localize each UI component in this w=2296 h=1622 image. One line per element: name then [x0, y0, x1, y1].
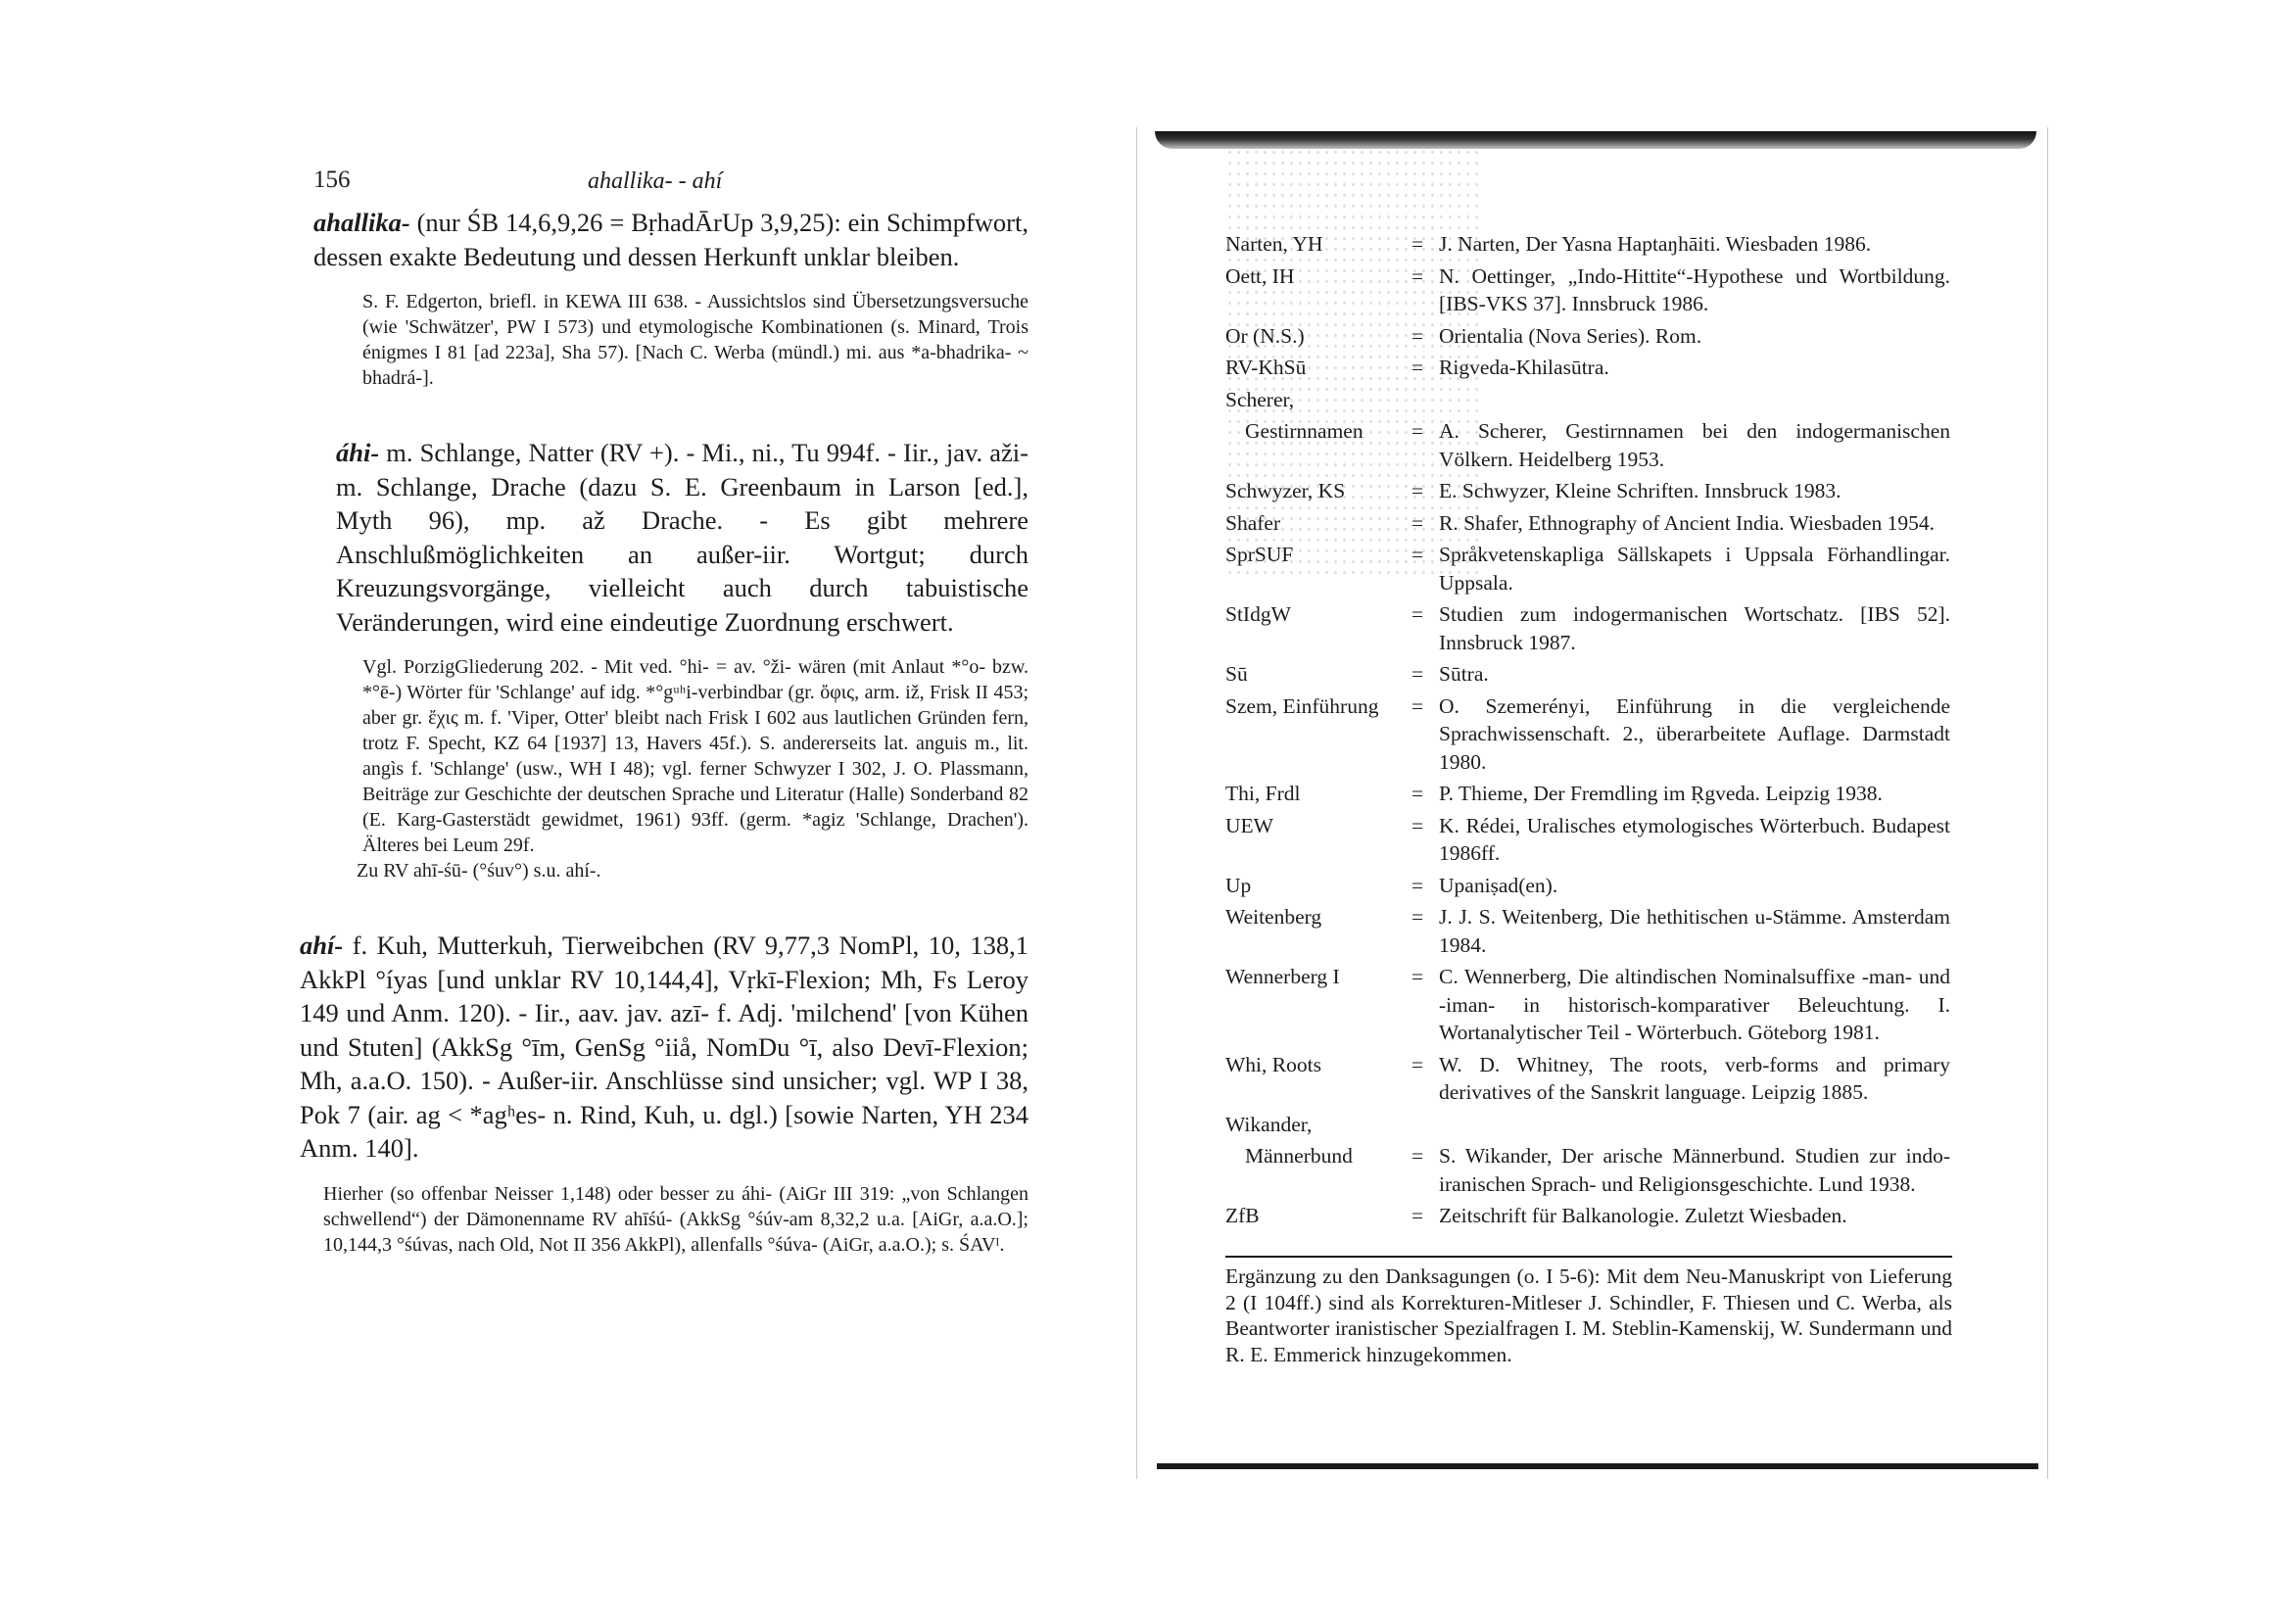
right-page [1136, 127, 2048, 1479]
abbreviation-expansion: W. D. Whitney, The roots, verb-forms and primary derivatives of the Sanskrit language. Leipzig 1885. [1439, 1052, 1950, 1104]
equals-sign: = [1411, 232, 1424, 256]
scan-shadow-bottom [1157, 1463, 2038, 1469]
abbreviation-expansion: S. Wikander, Der arische Männerbund. Studien zur indo-iranischen Sprach- und Religionsgeschichte. Lund 1938. [1439, 1144, 1950, 1196]
entry-note: S. F. Edgerton, briefl. in KEWA III 638. - Aussichtslos sind Übersetzungsversuche (wie 'Schwätzer', PW I 573) und etymologische Kombinationen (s. Minard, Trois énigmes I 81 [ad 223a], Sha 57). [Nach C. Werba (mündl.) mi. aus *a-bhadrika- ~ bhadrá-]. [362, 291, 1028, 389]
page-number: 156 [313, 167, 351, 193]
abbreviation-row [1225, 963, 1950, 1047]
running-head [313, 167, 1028, 206]
abbreviation-expansion: Sūtra. [1439, 662, 1489, 686]
entry-note-tail: Zu RV ahī-śū- (°śuv°) s.u. ahí-. [357, 860, 601, 882]
abbreviation-row [1225, 600, 1950, 656]
running-head-title: ahallika- - ahí [588, 168, 723, 194]
abbreviation-row [1225, 322, 1950, 351]
abbreviation-row [1225, 872, 1950, 900]
abbreviation-row [1225, 1111, 1950, 1139]
dictionary-entry-ahallika [313, 206, 1028, 273]
abbreviation-row [1225, 780, 1950, 808]
equals-sign [1411, 1111, 1439, 1139]
abbreviation: Wennerberg I [1225, 965, 1340, 988]
dictionary-entry-ahi-f [300, 929, 1028, 1166]
equals-sign: = [1411, 510, 1424, 535]
abbreviation: Narten, YH [1225, 232, 1323, 256]
abbreviation: ZfB [1225, 1204, 1260, 1227]
headword: ahí- [300, 930, 344, 960]
abbreviation-expansion: E. Schwyzer, Kleine Schriften. Innsbruck 1983. [1439, 479, 1842, 502]
equals-sign: = [1411, 1204, 1424, 1227]
abbreviation-row [1225, 386, 1950, 414]
entry-text: (nur ŚB 14,6,9,26 = BṛhadĀrUp 3,9,25): ein Schimpfwort, dessen exakte Bedeutung und dessen Herkunft unklar bleiben. [313, 208, 1028, 271]
equals-sign: = [1411, 965, 1424, 988]
abbreviation-row [1225, 812, 1950, 868]
abbreviation-row [1225, 541, 1950, 596]
equals-sign: = [1411, 543, 1424, 566]
abbreviation-row [1225, 903, 1950, 959]
abbreviation-expansion: J. Narten, Der Yasna Haptaŋhāiti. Wiesbaden 1986. [1439, 232, 1872, 256]
abbreviation: SprSUF [1225, 543, 1294, 566]
abbreviation-expansion: J. J. S. Weitenberg, Die hethitischen u-Stämme. Amsterdam 1984. [1439, 905, 1950, 957]
entry-note: Hierher (so offenbar Neisser 1,148) oder besser zu áhi- (AiGr III 319: „von Schlangen schwellend“) der Dämonenname RV ahīśú- (AkkSg °śúv-am 8,32,2 u.a. [AiGr, a.a.O.]; 10,144,3 °śúvas, nach Old, Not II 356 AkkPl), allenfalls °śúva- (AiGr, a.a.O.); s. ŚAVᴵ. [323, 1182, 1028, 1256]
dictionary-entry-ahi-m [336, 436, 1028, 639]
equals-sign: = [1411, 813, 1424, 837]
abbreviation: Sū [1225, 662, 1248, 686]
equals-sign [1411, 386, 1439, 414]
abbreviation-expansion: Språkvetenskapliga Sällskapets i Uppsala Förhandlingar. Uppsala. [1439, 543, 1950, 595]
abbreviation-list [1225, 230, 1950, 1230]
equals-sign: = [1411, 662, 1424, 686]
equals-sign: = [1411, 905, 1424, 929]
equals-sign: = [1411, 782, 1424, 805]
abbreviation-expansion [1439, 386, 1950, 414]
equals-sign: = [1411, 419, 1424, 443]
equals-sign: = [1411, 602, 1424, 626]
equals-sign: = [1411, 356, 1424, 379]
abbreviation-expansion: A. Scherer, Gestirnnamen bei den indogermanischen Völkern. Heidelberg 1953. [1439, 419, 1950, 471]
abbreviation-expansion: Upaniṣad(en). [1439, 873, 1558, 897]
abbreviation-expansion: N. Oettinger, „Indo-Hittite“-Hypothese und Wortbildung. [IBS-VKS 37]. Innsbruck 1986. [1439, 263, 1950, 315]
abbreviation-row [1225, 1202, 1950, 1230]
entry-note: Vgl. PorzigGliederung 202. - Mit ved. °hi- = av. °ži- wären (mit Anlaut *°o- bzw. *°ē-) Wörter für 'Schlange' auf idg. *°gᵘʰi-verbindbar (gr. ὄφις, arm. iž, Frisk II 453; aber gr. ἔχις m. f. 'Viper, Otter' bleibt nach Frisk I 602 aus lautlichen Gründen fern, trotz F. Specht, KZ 64 [1937] 13, Havers 45f.). S. andererseits lat. anguis m., lit. angìs f. 'Schlange' (usw., WH I 48); vgl. ferner Schwyzer I 302, J. O. Plassmann, Beiträge zur Geschichte der deutschen Sprache und Literatur (Halle) Sonderband 82 (E. Karg-Gasterstädt gewidmet, 1961) 93ff. (germ. *agiz 'Schlange, Drachen'). Älteres bei Leum 29f. [362, 656, 1028, 856]
abbreviation-row [1225, 692, 1950, 777]
abbreviation: Up [1225, 873, 1252, 897]
abbreviation: RV-KhSū [1225, 356, 1307, 379]
abbreviation-row [1225, 417, 1950, 473]
abbreviation: Gestirnnamen [1245, 419, 1363, 443]
abbreviation: Schwyzer, KS [1225, 479, 1346, 502]
abbreviation-expansion: K. Rédei, Uralisches etymologisches Wörterbuch. Budapest 1986ff. [1439, 813, 1950, 865]
headword: ahallika- [313, 208, 410, 237]
abbreviation: Scherer, [1225, 387, 1295, 411]
equals-sign: = [1411, 873, 1424, 897]
abbreviation-expansion: O. Szemerényi, Einführung in die vergleichende Sprachwissenschaft. 2., überarbeitete Auflage. Darmstadt 1980. [1439, 693, 1950, 774]
entry-text: m. Schlange, Natter (RV +). - Mi., ni., Tu 994f. - Iir., jav. aži- m. Schlange, Drache (dazu S. E. Greenbaum in Larson [ed.], Myth 96), mp. až Drache. - Es gibt mehrere Anschlußmöglichkeiten an außer-iir. Wortgut; durch Kreuzungsvorgänge, vielleicht auch durch tabuistische Veränderungen, wird eine eindeutige Zuordnung erschwert. [336, 438, 1028, 637]
abbreviation-expansion: Zeitschrift für Balkanologie. Zuletzt Wiesbaden. [1439, 1204, 1847, 1227]
equals-sign: = [1411, 323, 1424, 348]
abbreviation: UEW [1225, 813, 1273, 837]
abbreviation-expansion: C. Wennerberg, Die altindischen Nominalsuffixe -man- und -iman- in historisch-komparativer Beleuchtung. I. Wortanalytischer Teil - Wörterbuch. Göteborg 1981. [1439, 965, 1950, 1044]
abbreviation: Szem, Einführung [1225, 693, 1379, 718]
abbreviation-row [1225, 1051, 1950, 1107]
equals-sign: = [1411, 1144, 1424, 1168]
abbreviation-expansion: R. Shafer, Ethnography of Ancient India. Wiesbaden 1954. [1439, 510, 1935, 535]
abbreviation: StIdgW [1225, 602, 1291, 626]
entry-text: f. Kuh, Mutterkuh, Tierweibchen (RV 9,77,3 NomPl, 10, 138,1 AkkPl °íyas [und unklar RV 10,144,4], Vṛkī-Flexion; Mh, Fs Leroy 149 und Anm. 120). - Iir., aav. jav. azī- f. Adj. 'milchend' [von Kühen und Stuten] (AkkSg °īm, GenSg °iiå, NomDu °ī, also Devī-Flexion; Mh, a.a.O. 150). - Außer-iir. Anschlüsse sind unsicher; vgl. WP I 38, Pok 7 (air. ag < *agʰes- n. Rind, Kuh, u. dgl.) [sowie Narten, YH 234 Anm. 140]. [300, 930, 1028, 1163]
abbreviation: Whi, Roots [1225, 1052, 1321, 1076]
abbreviation: Oett, IH [1225, 263, 1295, 288]
divider [1225, 1256, 1952, 1258]
equals-sign: = [1411, 1052, 1424, 1076]
abbreviation: Männerbund [1245, 1144, 1353, 1168]
left-page [300, 167, 1028, 1258]
abbreviation-row [1225, 354, 1950, 382]
abbreviation-expansion: P. Thieme, Der Fremdling im Ṛgveda. Leipzig 1938. [1439, 782, 1883, 805]
abbreviation: Wikander, [1225, 1112, 1313, 1136]
abbreviation-expansion: Rigveda-Khilasūtra. [1439, 356, 1609, 379]
addendum-paragraph: Ergänzung zu den Danksagungen (o. I 5-6): Mit dem Neu-Manuskript von Lieferung 2 (I 104ff.) sind als Korrekturen-Mitleser J. Schindler, F. Thiesen und C. Werba, als Beantworter iranistischer Spezialfragen I. M. Steblin-Kamenskij, W. Sundermann und R. E. Emmerick hinzugekommen. [1225, 1264, 1952, 1366]
headword: áhi- [336, 438, 380, 467]
equals-sign: = [1411, 693, 1424, 718]
abbreviation: Thi, Frdl [1225, 782, 1301, 805]
abbreviation-row [1225, 262, 1950, 318]
abbreviation-row [1225, 1142, 1950, 1198]
abbreviation: Or (N.S.) [1225, 323, 1305, 348]
abbreviation-row [1225, 477, 1950, 505]
abbreviation-row [1225, 660, 1950, 689]
abbreviation-expansion [1439, 1111, 1950, 1139]
abbreviation-expansion: Studien zum indogermanischen Wortschatz. [IBS 52]. Innsbruck 1987. [1439, 602, 1950, 654]
equals-sign: = [1411, 479, 1424, 502]
abbreviation: Shafer [1225, 510, 1281, 535]
equals-sign: = [1411, 263, 1424, 288]
abbreviation: Weitenberg [1225, 905, 1322, 929]
abbreviation-row [1225, 509, 1950, 538]
abbreviation-row [1225, 230, 1950, 259]
abbreviation-expansion: Orientalia (Nova Series). Rom. [1439, 323, 1702, 348]
